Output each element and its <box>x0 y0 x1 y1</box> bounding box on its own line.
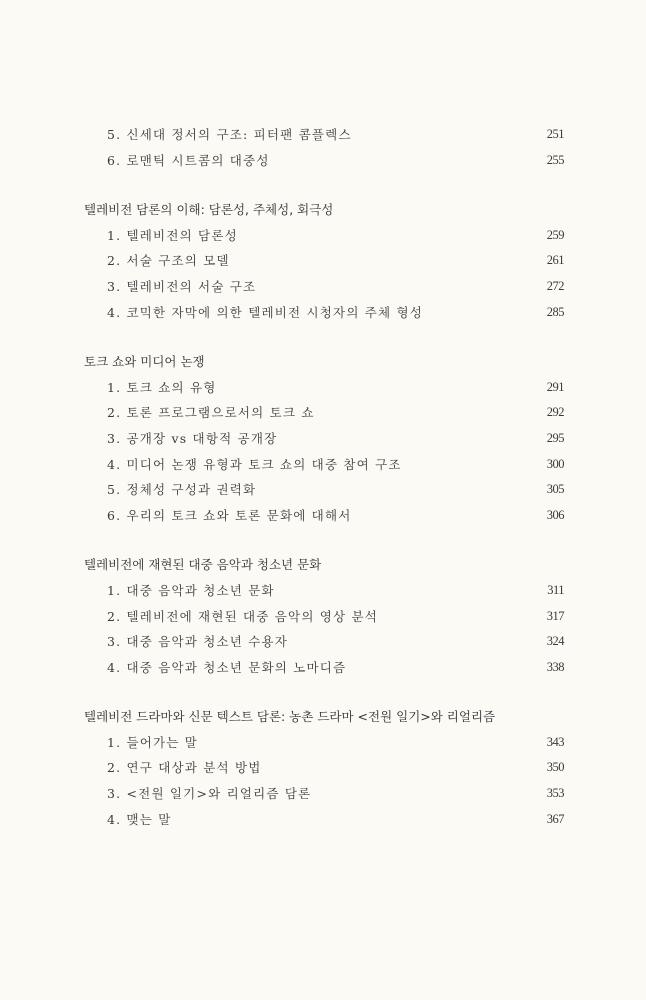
entry-page-number: 272 <box>546 278 564 293</box>
toc-entry <box>84 300 564 326</box>
toc-entry <box>84 400 564 426</box>
entry-title: 4. 대중 음악과 청소년 문화의 노마디즘 <box>107 659 347 675</box>
toc-entry <box>84 730 564 756</box>
chapter-heading: 텔레비전에 재현된 대중 음악과 청소년 문화 <box>84 557 322 573</box>
toc-entry <box>84 781 564 807</box>
entry-page-number: 285 <box>546 304 564 319</box>
entry-title: 3. 공개장 vs 대항적 공개장 <box>107 430 278 446</box>
entry-page-number: 300 <box>546 456 564 471</box>
chapter-heading: 텔레비전 드라마와 신문 텍스트 담론: 농촌 드라마 <전원 일기>와 리얼리즘 <box>84 709 496 725</box>
toc-entry <box>84 148 564 174</box>
entry-page-number: 251 <box>546 127 564 141</box>
entry-page-number: 291 <box>546 379 564 394</box>
entry-title: 3. 대중 음악과 청소년 수용자 <box>107 634 289 650</box>
toc-entry <box>84 655 564 681</box>
entry-title: 6. 로맨틱 시트콤의 대중성 <box>107 152 270 168</box>
entry-page-number: 338 <box>546 659 564 674</box>
entry-title: 4. 맺는 말 <box>107 811 172 827</box>
toc-section <box>84 704 564 832</box>
toc-entry <box>84 426 564 452</box>
entry-title: 2. 서술 구조의 모델 <box>107 253 230 269</box>
entry-title: 2. 텔레비전에 재현된 대중 음악의 영상 분석 <box>107 608 379 624</box>
entry-page-number: 350 <box>546 760 564 775</box>
entry-page-number: 305 <box>546 482 564 497</box>
toc-entry <box>84 503 564 529</box>
entry-title: 2. 연구 대상과 분석 방법 <box>107 760 262 776</box>
toc-entry <box>84 807 564 833</box>
entry-title: 6. 우리의 토크 쇼와 토론 문화에 대해서 <box>107 507 352 523</box>
entry-title: 5. 신세대 정서의 구조: 피터팬 콤플렉스 <box>107 127 352 142</box>
entry-page-number: 317 <box>546 608 564 623</box>
toc-entry <box>84 477 564 503</box>
toc-entry <box>84 248 564 274</box>
toc-section <box>84 197 564 325</box>
entry-title: 1. 들어가는 말 <box>107 734 199 750</box>
toc-section <box>84 122 564 173</box>
entry-page-number: 261 <box>546 253 564 268</box>
entry-title: 1. 대중 음악과 청소년 문화 <box>107 582 275 598</box>
table-of-contents <box>84 122 564 856</box>
toc-entry <box>84 223 564 249</box>
entry-page-number: 353 <box>546 786 564 801</box>
entry-page-number: 306 <box>546 507 564 522</box>
entry-title: 3. <전원 일기>와 리얼리즘 담론 <box>107 786 312 802</box>
entry-page-number: 324 <box>546 634 564 649</box>
chapter-heading: 토크 쇼와 미디어 논쟁 <box>84 354 205 370</box>
toc-section <box>84 349 564 528</box>
entry-title: 5. 정체성 구성과 권력화 <box>107 482 257 498</box>
entry-title: 2. 토론 프로그램으로서의 토크 쇼 <box>107 405 315 421</box>
toc-entry <box>84 604 564 630</box>
toc-entry <box>84 578 564 604</box>
toc-entry <box>84 274 564 300</box>
entry-page-number: 343 <box>546 734 564 749</box>
entry-title: 4. 미디어 논쟁 유형과 토크 쇼의 대중 참여 구조 <box>107 456 402 472</box>
chapter-heading: 텔레비전 담론의 이해: 담론성, 주체성, 회극성 <box>84 202 334 218</box>
entry-page-number: 311 <box>547 582 564 597</box>
toc-entry <box>84 452 564 478</box>
entry-title: 1. 텔레비전의 담론성 <box>107 227 238 243</box>
toc-entry <box>84 629 564 655</box>
entry-page-number: 295 <box>546 430 564 445</box>
entry-title: 4. 코믹한 자막에 의한 텔레비전 시청자의 주체 형성 <box>107 304 424 320</box>
entry-page-number: 255 <box>546 152 564 167</box>
toc-entry <box>84 755 564 781</box>
entry-page-number: 259 <box>546 227 564 242</box>
entry-page-number: 292 <box>546 405 564 420</box>
toc-entry <box>84 375 564 401</box>
entry-page-number: 367 <box>546 811 564 826</box>
entry-title: 1. 토크 쇼의 유형 <box>107 379 217 395</box>
entry-title: 3. 텔레비전의 서술 구조 <box>107 278 257 294</box>
toc-section <box>84 552 564 680</box>
toc-entry <box>84 122 564 148</box>
